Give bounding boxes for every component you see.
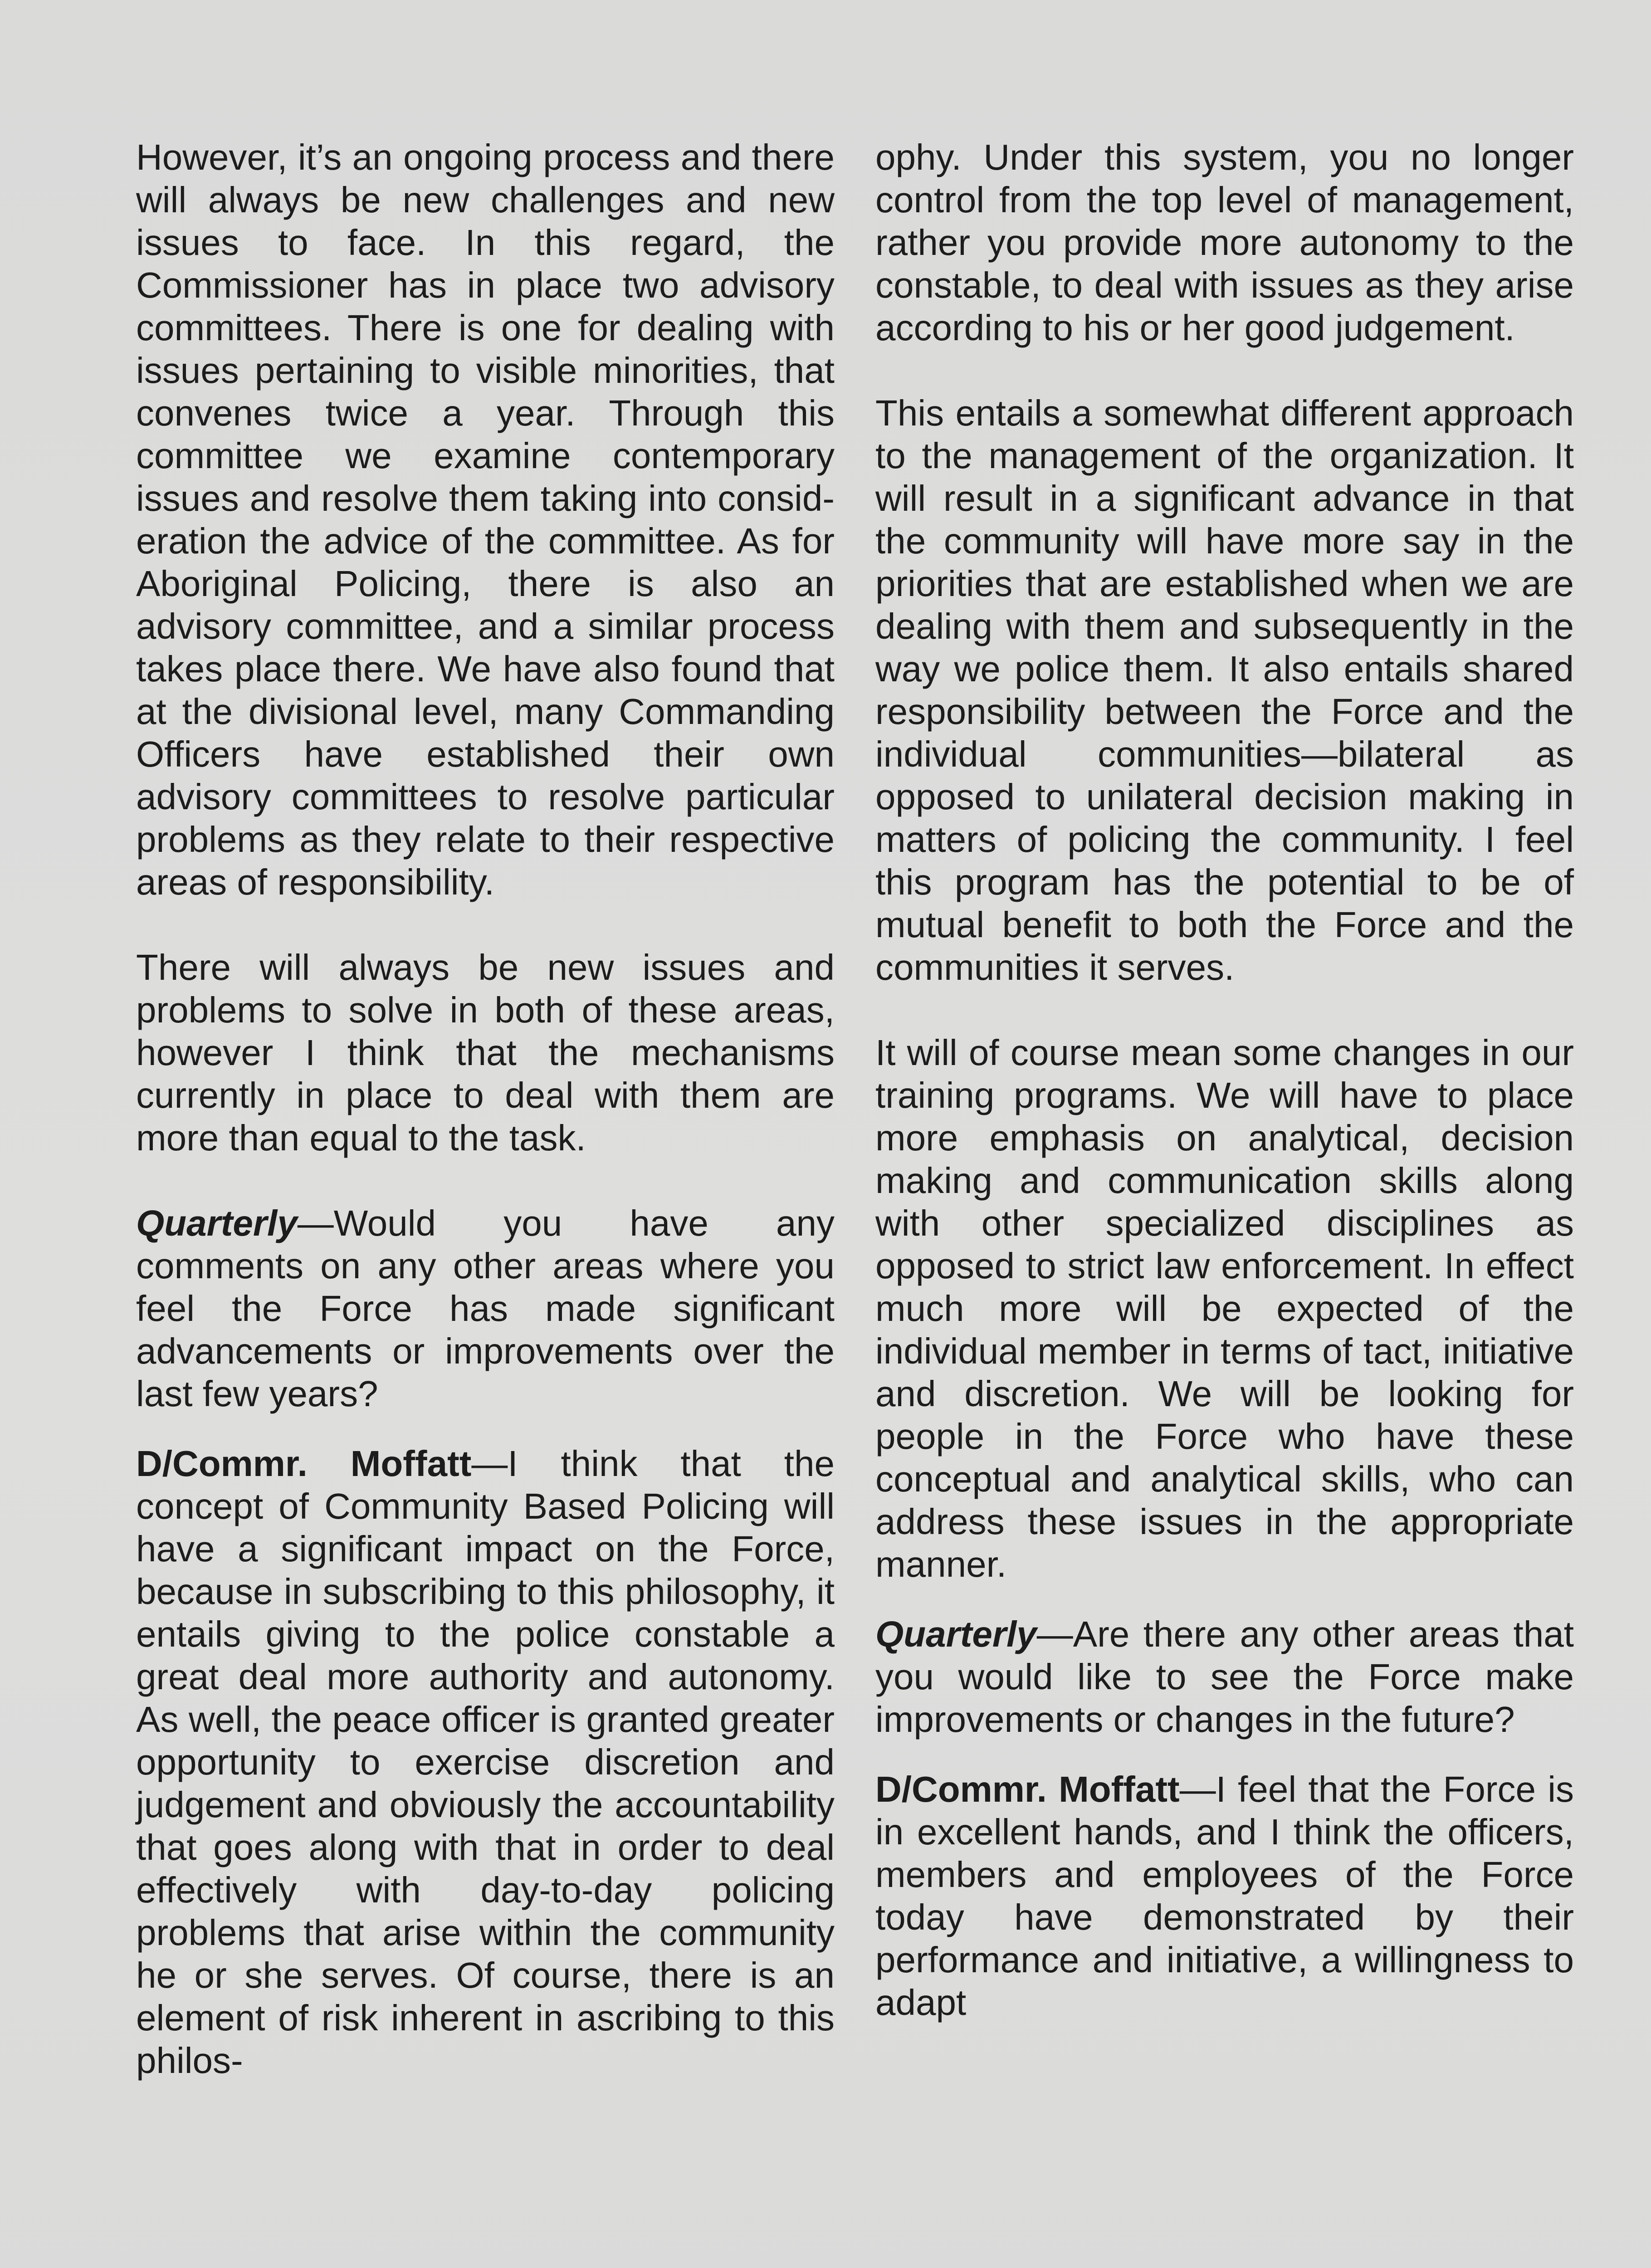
question-text: —Are there any other areas that you would like to see the Force make improvements or changes in the future?	[875, 1614, 1574, 1740]
speaker-label: D/Commr. Moffatt	[136, 1443, 472, 1484]
paragraph: However, it’s an ongoing process and there will always be new challenges and new issues to face. In this regard, the Commissioner has in place two advisory committees. There is one for dealing with issues pertaining to visible minorities, that convenes twice a year. Through this committee we examine contemporary issues and resolve them taking into consideration the advice of the committee. As for Aboriginal Policing, there is also an advisory committee, and a similar process takes place there. We have also found that at the divisional level, many Commanding Officers have established their own advisory committees to resolve particular problems as they relate to their respective areas of responsibility.	[136, 137, 835, 902]
speaker-label: Quarterly	[875, 1614, 1037, 1654]
interview-answer	[136, 1442, 835, 2082]
left-text-column	[136, 136, 835, 2125]
speaker-label: Quarterly	[136, 1203, 298, 1243]
paragraph: ophy. Under this system, you no longer control from the top level of management, rather you provide more autonomy to the constable, to deal with issues as they arise according to his or her good judgement.	[875, 137, 1574, 348]
speaker-label: D/Commr. Moffatt	[875, 1769, 1180, 1809]
paragraph: This entails a somewhat different approach to the management of the organization. It will result in a significant advance in that the community will have more say in the priorities that are established when we are dealing with them and subsequently in the way we police them. It also entails shared responsibility between the Force and the individual communities—bilateral as opposed to unilateral decision making in matters of policing the community. I feel this program has the potential to be of mutual benefit to both the Force and the communities it serves.	[875, 393, 1574, 987]
paragraph: It will of course mean some changes in our training programs. We will have to place more emphasis on analytical, decision making and communication skills along with other specialized disciplines as opposed to strict law enforcement. In effect much more will be expected of the individual member in terms of tact, initiative and discretion. We will be looking for people in the Force who have these conceptual and analytical skills, who can address these issues in the appropriate manner.	[875, 1032, 1574, 1584]
right-text-column	[875, 136, 1574, 2067]
interview-question	[875, 1613, 1574, 1741]
paragraph: There will always be new issues and problems to solve in both of these areas, however I think that the mechanisms currently in place to deal with them are more than equal to the task.	[136, 947, 835, 1158]
interview-answer	[875, 1768, 1574, 2024]
question-text: —Would you have any comments on any other areas where you feel the Force has made significant advancements or improvements over the last few years?	[136, 1203, 835, 1414]
answer-text: —I think that the concept of Community Based Policing will have a significant impact on the Force, because in subscribing to this philosophy, it entails giving to the police constable a great deal more authority and autonomy. As well, the peace officer is granted greater opportunity to exercise discretion and judgement and obviously the accountability that goes along with that in order to deal effectively with day-to-day policing problems that arise within the community he or she serves. Of course, there is an element of risk inherent in ascribing to this philos-	[136, 1443, 835, 2081]
answer-text: —I feel that the Force is in excellent hands, and I think the officers, members and employees of the Force today have demonstrated by their performance and initiative, a willingness to adapt	[875, 1769, 1574, 2023]
interview-question	[136, 1202, 835, 1415]
